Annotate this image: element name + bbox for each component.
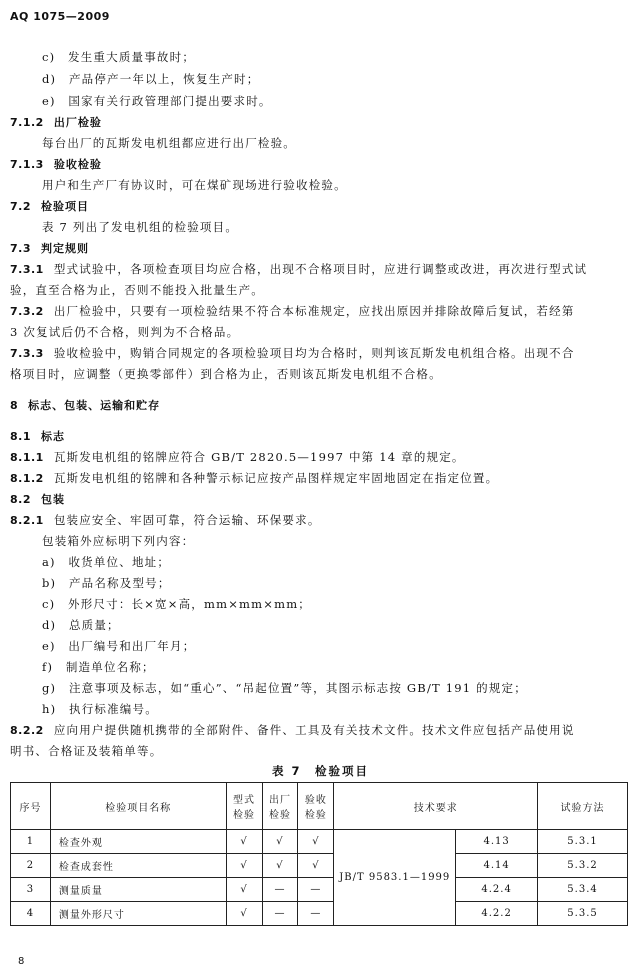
paragraph: 8.2.1 包装应安全、牢固可靠，符合运输、环保要求。 [10, 513, 321, 527]
cell-seq: 4 [11, 902, 51, 926]
cell-method: 5.3.1 [538, 830, 628, 854]
cell-clause: 4.14 [456, 854, 538, 878]
paragraph: 8.1.1 瓦斯发电机组的铭牌应符合 GB/T 2820.5—1997 中第 14 章的规定。 [10, 450, 465, 464]
cell-type: √ [226, 830, 262, 854]
cell-seq: 3 [11, 878, 51, 902]
paragraph: 用户和生产厂有协议时，可在煤矿现场进行验收检验。 [42, 178, 347, 192]
cell-clause: 4.13 [456, 830, 538, 854]
document-code: AQ 1075—2009 [10, 10, 110, 23]
cell-method: 5.3.5 [538, 902, 628, 926]
section-heading: 8.1 标志 [10, 430, 65, 443]
paragraph: 8.2.2 应向用户提供随机携带的全部附件、备件、工具及有关技术文件。技术文件应包括产品使用说 [10, 723, 575, 737]
cell-item: 检查成套性 [50, 854, 226, 878]
cell-accept: √ [298, 830, 334, 854]
section-heading: 7.1.2 出厂检验 [10, 116, 102, 129]
paragraph: 7.3.3 验收检验中，购销合同规定的各项检验项目均为合格时，则判该瓦斯发电机组合格。出现不合 [10, 346, 575, 360]
cell-item: 测量外形尺寸 [50, 902, 226, 926]
list-item: e) 国家有关行政管理部门提出要求时。 [42, 94, 272, 108]
cell-seq: 1 [11, 830, 51, 854]
cell-type: √ [226, 878, 262, 902]
cell-accept: √ [298, 854, 334, 878]
paragraph: 7.3.2 出厂检验中，只要有一项检验结果不符合本标准规定，应找出原因并排除故障后复试，若经第 [10, 304, 575, 318]
cell-seq: 2 [11, 854, 51, 878]
cell-factory: √ [262, 854, 298, 878]
cell-item: 检查外观 [50, 830, 226, 854]
cell-clause: 4.2.4 [456, 878, 538, 902]
list-item: e) 出厂编号和出厂年月； [42, 639, 196, 653]
header-type-test: 型式 检验 [226, 783, 262, 830]
cell-factory: √ [262, 830, 298, 854]
cell-clause: 4.2.2 [456, 902, 538, 926]
table-caption: 表 7 检验项目 [271, 764, 369, 778]
cell-accept: — [298, 902, 334, 926]
table-row [11, 878, 628, 902]
cell-item: 测量质量 [50, 878, 226, 902]
inspection-table [10, 782, 628, 926]
paragraph: 7.3.1 型式试验中，各项检查项目均应合格，出现不合格项目时，应进行调整或改进，再次进行型式试 [10, 262, 588, 276]
table-header-row [11, 783, 628, 830]
chapter-heading: 8 标志、包装、运输和贮存 [10, 399, 161, 412]
table-row [11, 902, 628, 926]
cell-factory: — [262, 902, 298, 926]
section-heading: 7.3 判定规则 [10, 242, 89, 255]
paragraph: 验，直至合格为止，否则不能投入批量生产。 [10, 283, 264, 297]
list-item: c) 外形尺寸：长×宽×高，mm×mm×mm； [42, 597, 311, 611]
paragraph: 包装箱外应标明下列内容： [42, 534, 195, 548]
page-number: 8 [18, 956, 25, 967]
section-heading: 8.2 包装 [10, 493, 65, 506]
paragraph: 格项目时，应调整（更换零部件）到合格为止，否则该瓦斯发电机组不合格。 [10, 367, 442, 381]
paragraph: 表 7 列出了发电机组的检验项目。 [42, 220, 239, 234]
paragraph: 每台出厂的瓦斯发电机组都应进行出厂检验。 [42, 136, 296, 150]
cell-method: 5.3.2 [538, 854, 628, 878]
table-row [11, 854, 628, 878]
list-item: f) 制造单位名称； [42, 660, 155, 674]
list-item: b) 产品名称及型号； [42, 576, 171, 590]
section-heading: 7.1.3 验收检验 [10, 158, 102, 171]
table-row [11, 830, 628, 854]
header-item: 检验项目名称 [50, 783, 226, 830]
list-item: d) 产品停产一年以上，恢复生产时； [42, 72, 260, 86]
paragraph: 8.1.2 瓦斯发电机组的铭牌和各种警示标记应按产品图样规定牢固地固定在指定位置。 [10, 471, 499, 485]
paragraph: 明书、合格证及装箱单等。 [10, 744, 163, 758]
list-item: a) 收货单位、地址； [42, 555, 171, 569]
cell-method: 5.3.4 [538, 878, 628, 902]
header-tech-requirements: 技术要求 [334, 783, 538, 830]
list-item: h) 执行标准编号。 [42, 702, 158, 716]
cell-standard: JB/T 9583.1—1999 [334, 830, 456, 926]
paragraph: 3 次复试后仍不合格，则判为不合格品。 [10, 325, 240, 339]
list-item: c) 发生重大质量事故时； [42, 50, 196, 64]
cell-factory: — [262, 878, 298, 902]
list-item: d) 总质量； [42, 618, 120, 632]
header-test-method: 试验方法 [538, 783, 628, 830]
header-seq: 序号 [11, 783, 51, 830]
cell-type: √ [226, 854, 262, 878]
section-heading: 7.2 检验项目 [10, 200, 89, 213]
cell-type: √ [226, 902, 262, 926]
header-acceptance-test: 验收 检验 [298, 783, 334, 830]
cell-accept: — [298, 878, 334, 902]
list-item: g) 注意事项及标志，如“重心”、“吊起位置”等，其图示标志按 GB/T 191 的规定； [42, 681, 527, 695]
header-factory-test: 出厂 检验 [262, 783, 298, 830]
